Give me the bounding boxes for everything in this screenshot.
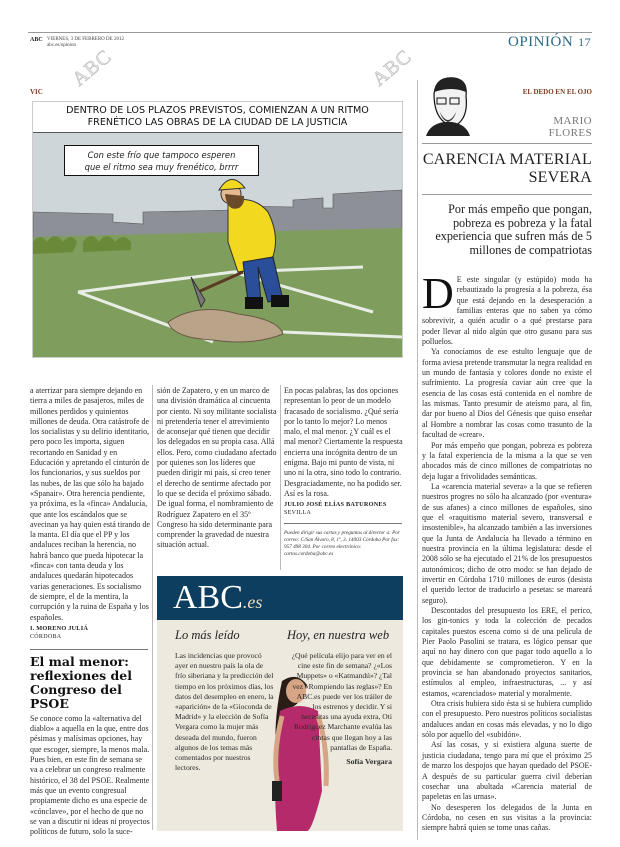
letter-1-signature: I. MORENO JULIÁ <box>30 624 89 632</box>
cartoon-title-line: FRENÉTICO LAS OBRAS DE LA CIUDAD DE LA JUSTICIA <box>87 117 348 128</box>
page-number: 17 <box>578 35 592 49</box>
letter-2-continued: sión de Zapatero, y en un marco de una división dramática al cincuenta por ciento. Ni soy militante socialista ni pretendería tener el atrevimiento de aconsejar qué tienen que decidir los delegados en su propia casa. Allá ellos. Pero, como ciudadano afectado por quienes son los líderes que pueden dirigir mi país, sí creo tener el derecho de sentirme afectado por lo que se decida el próximo sábado. De igual forma, el nombramiento de Rodríguez Zapatero en el 35º Congreso ha sido determinante para comprender la gravedad de nuestra situación actual. <box>157 386 277 550</box>
letter-2-text: Se conoce como la «alternativa del diablo» a aquella en la que, entre dos pésimas y malísimas opciones, hay que escoger, siempre, la menos mala. Pues bien, en este fin de semana se va a celebrar un congreso realmente histórico, el 38 del PSOE. Realmente más que un evento congresual propiamente dicho es una especie de «cónclave», por el hecho de que no se van a discutir ni ideas ni proyectos políticos de futuro, solo la suce- <box>30 713 150 837</box>
divider <box>30 649 148 650</box>
speech-bubble <box>64 145 259 176</box>
section-name: OPINIÓN <box>508 34 574 50</box>
today-web-title: Hoy, en nuestra web <box>287 628 390 642</box>
cartoon-title-line: DENTRO DE LOS PLAZOS PREVISTOS, COMIENZAN A UN RITMO <box>66 105 369 116</box>
most-read-text: Las incidencias que provocó ayer en nuestro país la ola de frío siberiana y la predicción del tiempo en los próximos días, los datos del desempleo en enero, la «aparición» de la «Gioconda de Madrid» y la elección de Sofía Vergara como la mujer más deseada del mundo, fueron algunos de los temas más comentados por nuestros lectores. <box>175 651 274 773</box>
cartoon <box>32 101 403 358</box>
author-first-name: MARIO <box>553 115 592 127</box>
abces-logo-text: ABC <box>173 579 243 616</box>
paragraph-text: E este singular (y estúpido) modo ha rebautizado la progresía a la pobreza, ésa que está dejando en la desesperación a familias enteras que no saben ya cómo sobrevivir, a quién acudir o a qué prestarse para poder llevar al nido algún que otro gusano para sus polluelos. <box>422 275 592 347</box>
letter-2-end: En pocas palabras, las dos opciones representan lo peor de un modelo fracasado de socialismo. ¿Qué sería por lo tanto lo mejor? Lo menos malo, el mal menor. ¿Y cuál es el mal menor? Ciertamente la respuesta encierra una incógnita dentro de un enigma. Bajo mi punto de vista, ni uno ni la otra, sino todo lo contrario. Desgraciadamente, no ha podido ser. Así es la rosa. <box>284 386 403 498</box>
bubble-line: Con este frío que tampoco esperen <box>87 150 236 160</box>
column-title: CARENCIA MATERIAL SEVERA <box>422 151 592 186</box>
column-divider <box>280 385 281 570</box>
today-web-text: ¿Qué película elijo para ver en el cine este fin de semana? ¿«Los Muppets» o «Katmandú»? ¿Tal vez «Rompiendo las reglas»? En ABC.es puede ver los tráiler de los estrenos y decidir. Y si necesitas una ayuda extra, Oti Rodríguez Marchante evalúa las cintas que llegan hoy a las pantallas de España. <box>291 651 392 752</box>
column-body <box>422 269 592 834</box>
watermark: ABC <box>68 45 117 91</box>
header-date <box>47 37 124 49</box>
cartoon-author: VIC <box>30 88 43 96</box>
abces-promo <box>157 576 403 831</box>
letter-1-text: a aterrizar para siempre dejando en tierra a miles de pasajeros, miles de millones perdidos y quinientos millones de deuda. Otra catástrofe de los socialistas y su delirio identitario, pero poco les importa, siguen recortando en Sanidad y en Educación y apretando el cinturón de los funcionarios, y sus sueldos por las nubes, de las que sólo ha bajado «Spanair». Otra herencia pendiente, ya próxima, es la «finca» Andalucía, que ante los escándalos que se avecinan ya hay quien está tirando de la manta. El día que el PP y los andaluces reciban la herencia, no habrá banco que pueda hipotecar la «finca» con tanta deuda y los andaluces quedarán hipotecados varias generaciones. Es socialismo de siempre, el de la mentira, la corrupción y la ruina de España y los españoles. <box>30 386 150 622</box>
abces-logo-suffix: .es <box>242 592 263 612</box>
letter-2-signature: JULIO JOSÉ ELÍAS BATURONES <box>284 501 387 509</box>
author-last-name: FLORES <box>548 127 592 139</box>
letter-2-title: El mal menor: reflexiones del Congreso del PSOE <box>30 653 132 711</box>
header-logo: ABC <box>30 37 43 43</box>
paragraph <box>422 269 592 347</box>
bubble-line: que el ritmo sea muy frenético, brrrr <box>84 162 239 172</box>
divider <box>422 194 592 195</box>
column-author <box>500 115 592 139</box>
watermark: ABC <box>368 45 417 91</box>
paragraph: Otra crisis hubiera sido ésta si se hubiera cumplido con el presupuesto. Pero nuestros políticos socialistas andaluces andan en cosas más elevadas, y no lo digo sólo por aquello del «subidón». <box>422 699 592 740</box>
divider <box>284 523 402 524</box>
cartoon-title <box>33 105 402 129</box>
paragraph: No desesperen los delegados de la Junta en Córdoba, no cesen en sus visitas a la provincia: siempre habrá quien se tome unas cañas. <box>422 802 592 833</box>
paragraph: Así las cosas, y si existiera alguna suerte de justicia ciudadana, tengo para mí que el próximo 25 de marzo los despojos que hayan quedado del PSOE-A después de su particular guerra civil deberían cosechar una abultada «Carencia material de papeletas en las urnas». <box>422 740 592 802</box>
paragraph: Descontados del presupuesto los ERE, el perico, los gin-tonics y toda la colección de pecados capitales puestos escena como si de una película de Pier Paolo Pasolini se tratara, es lógico pensar que aquí no hay dinero con que pagar todo aquello a lo que debidamente se comprometieron. Y en la provincia se han abandonado proyectos sanitarios, estímulos al empleo, infraestructuras, ... y así estamos, «carenciados» material y moralmente. <box>422 606 592 698</box>
section-url: abc.es/opinion <box>47 43 77 48</box>
section-title <box>508 34 591 51</box>
author-portrait <box>424 74 472 136</box>
letters-column-3 <box>284 386 404 558</box>
column-divider <box>417 80 418 840</box>
column-subtitle: Por más empeño que pongan, pobreza es pobreza y la fatal experiencia que sufren más de 5 millones de compatriotas <box>435 202 592 257</box>
photo-caption: Sofía Vergara <box>346 757 392 767</box>
column-divider <box>152 385 153 830</box>
letter-2-city: SEVILLA <box>284 510 312 517</box>
letters-contact-note: Pueden dirigir sus cartas y preguntas al director a: Por correo: C/San Álvaro, 8, 1º, 3. 14003 Córdoba Por fax: 957 498 304. Por correo electrónico: cartas.cordoba@abc.es <box>284 530 400 558</box>
abces-logo[interactable] <box>157 576 403 620</box>
divider <box>422 143 592 144</box>
header-rule <box>28 32 592 33</box>
column-kicker: EL DEDO EN EL OJO <box>522 88 592 96</box>
paragraph: La «carencia material severa» a la que se refieren nuestros progres no sólo ha alcanzado (por «ventura» de sus afanes) a cinco millones de españoles, sino que el «raquitismo material severo, transversal e insostenible», ha alcanzado también a las inversiones que la Junta de Andalucía ha llevado a término en nuestra provincia en la última legislatura: desde el 2008 sólo se ha ejecutado el 21% de los presupuestos autonómicos; dicho de otro modo: se han dejado de invertir en Córdoba 1710 millones de euros (desista el querido lector de traducirlo a pesetas: se mareará seguro). <box>422 481 592 605</box>
drop-cap: D <box>422 269 454 318</box>
date-text: VIERNES, 3 DE FEBRERO DE 2012 <box>47 37 124 42</box>
today-web-block <box>287 651 392 767</box>
paragraph: Ya conocíamos de ese estulto lenguaje que de forma aviesa pretende transmutar la negra realidad en un mundo de fantasía y colores donde no existe el sufrimiento. La progresía caviar aún cree que la esencia de las cosas está contenida en el nombre de las mismas. Tanto presumir de ateísmo para, al fin, dar por bueno al Dios del Génesis que quiso enseñar al Hombre a nombrar las cosas como trasunto de la facultad de «crear». <box>422 347 592 440</box>
letter-1-city: CÓRDOBA <box>30 633 62 640</box>
paragraph: Por más empeño que pongan, pobreza es pobreza y la fatal experiencia de la misma a la que se ven abocados más de cinco millones de compatriotas no deja lugar a frivolidades semánticas. <box>422 440 592 481</box>
most-read-title: Lo más leído <box>175 628 240 642</box>
letters-column-1 <box>30 386 150 837</box>
